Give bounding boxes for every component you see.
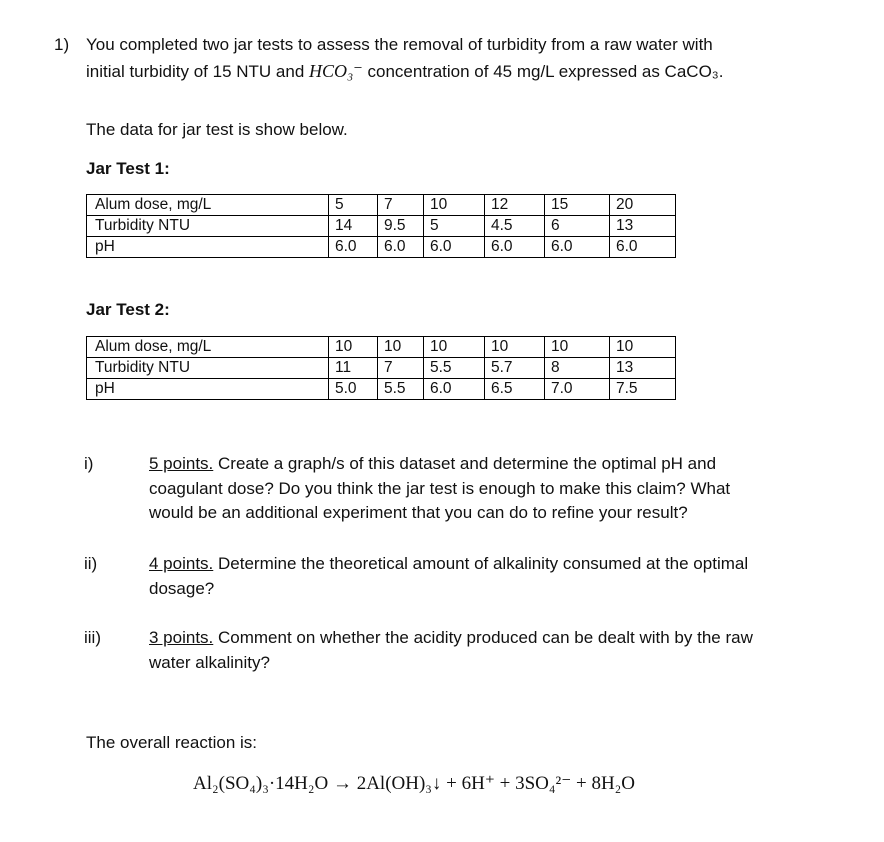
table-row <box>87 216 676 237</box>
table-cell: 6 <box>545 216 610 237</box>
table-cell: 6.0 <box>424 237 485 258</box>
table-cell: 6.0 <box>485 237 545 258</box>
table-cell: 10 <box>378 337 424 358</box>
table-cell: 14 <box>329 216 378 237</box>
table-cell: 10 <box>424 195 485 216</box>
table-row <box>87 237 676 258</box>
subquestion-1-line-3: would be an additional experiment that you can do to refine your result? <box>149 503 688 523</box>
table-cell: 6.0 <box>378 237 424 258</box>
subquestion-2-line-1-text: Determine the theoretical amount of alkalinity consumed at the optimal <box>218 554 749 573</box>
table-cell: 7 <box>378 195 424 216</box>
table-cell: 20 <box>610 195 676 216</box>
subquestion-1-text <box>149 452 849 526</box>
overall-reaction-label: The overall reaction is: <box>86 733 258 752</box>
subquestion-3-line-1 <box>149 626 849 651</box>
table-row <box>87 379 676 400</box>
question-line-2 <box>86 58 856 85</box>
question-line-1: You completed two jar tests to assess the removal of turbidity from a raw water with <box>86 35 713 54</box>
table-cell: 10 <box>545 337 610 358</box>
table-cell: 7 <box>378 358 424 379</box>
row-label: pH <box>87 237 329 258</box>
table-cell: 8 <box>545 358 610 379</box>
jar-test-2-title: Jar Test 2: <box>86 300 170 319</box>
table-cell: 10 <box>424 337 485 358</box>
question-number: 1) <box>54 35 70 54</box>
subquestion-2-text <box>149 552 849 601</box>
question-line-2-before: initial turbidity of 15 NTU and <box>86 61 305 81</box>
subquestion-2-line-1 <box>149 552 849 577</box>
table-cell: 6.0 <box>329 237 378 258</box>
table-cell: 5.5 <box>424 358 485 379</box>
table-cell: 5.7 <box>485 358 545 379</box>
question-line-2-after: concentration of 45 mg/L expressed as CaCO₃. <box>367 61 724 81</box>
table-cell: 9.5 <box>378 216 424 237</box>
table-cell: 6.5 <box>485 379 545 400</box>
jar-test-2-table <box>86 336 676 400</box>
table-cell: 10 <box>610 337 676 358</box>
subquestion-1-line-2: coagulant dose? Do you think the jar test is enough to make this claim? What <box>149 478 731 498</box>
subquestion-1-points: 5 points. <box>149 454 214 473</box>
subquestion-3-points: 3 points. <box>149 628 214 647</box>
row-label: Turbidity NTU <box>87 216 329 237</box>
jar-test-1-title: Jar Test 1: <box>86 159 170 178</box>
table-cell: 6.0 <box>545 237 610 258</box>
question-text <box>86 33 856 84</box>
table-cell: 5 <box>424 216 485 237</box>
table-cell: 11 <box>329 358 378 379</box>
table-row <box>87 195 676 216</box>
table-row <box>87 337 676 358</box>
table-row <box>87 358 676 379</box>
table-cell: 5.5 <box>378 379 424 400</box>
row-label: Alum dose, mg/L <box>87 337 329 358</box>
subquestion-3-text <box>149 626 849 675</box>
table-cell: 15 <box>545 195 610 216</box>
row-label: Turbidity NTU <box>87 358 329 379</box>
table-cell: 10 <box>485 337 545 358</box>
subquestion-3-number: iii) <box>84 628 101 647</box>
bicarbonate-formula: HCO₃⁻ <box>309 60 363 81</box>
row-label: Alum dose, mg/L <box>87 195 329 216</box>
subquestion-1-number: i) <box>84 454 94 473</box>
subquestion-1-line-1-text: Create a graph/s of this dataset and determine the optimal pH and <box>218 454 717 473</box>
table-cell: 4.5 <box>485 216 545 237</box>
subquestion-2-points: 4 points. <box>149 554 214 573</box>
intro-text: The data for jar test is show below. <box>86 120 348 139</box>
table-cell: 10 <box>329 337 378 358</box>
table-cell: 13 <box>610 216 676 237</box>
subquestion-3-line-1-text: Comment on whether the acidity produced can be dealt with by the raw <box>218 628 753 647</box>
reaction-equation: Al₂(SO₄)₃·14H₂O → 2Al(OH)₃↓ + 6H⁺ + 3SO₄²⁻ + 8H₂O <box>193 773 636 794</box>
table-cell: 13 <box>610 358 676 379</box>
table-cell: 6.0 <box>610 237 676 258</box>
subquestion-1-line-1 <box>149 452 849 477</box>
jar-test-1-table <box>86 194 676 258</box>
subquestion-3-line-2: water alkalinity? <box>149 652 270 672</box>
table-cell: 7.0 <box>545 379 610 400</box>
table-cell: 7.5 <box>610 379 676 400</box>
subquestion-2-number: ii) <box>84 554 98 573</box>
table-cell: 5.0 <box>329 379 378 400</box>
table-cell: 6.0 <box>424 379 485 400</box>
table-cell: 5 <box>329 195 378 216</box>
table-cell: 12 <box>485 195 545 216</box>
subquestion-2-line-2: dosage? <box>149 578 215 598</box>
row-label: pH <box>87 379 329 400</box>
